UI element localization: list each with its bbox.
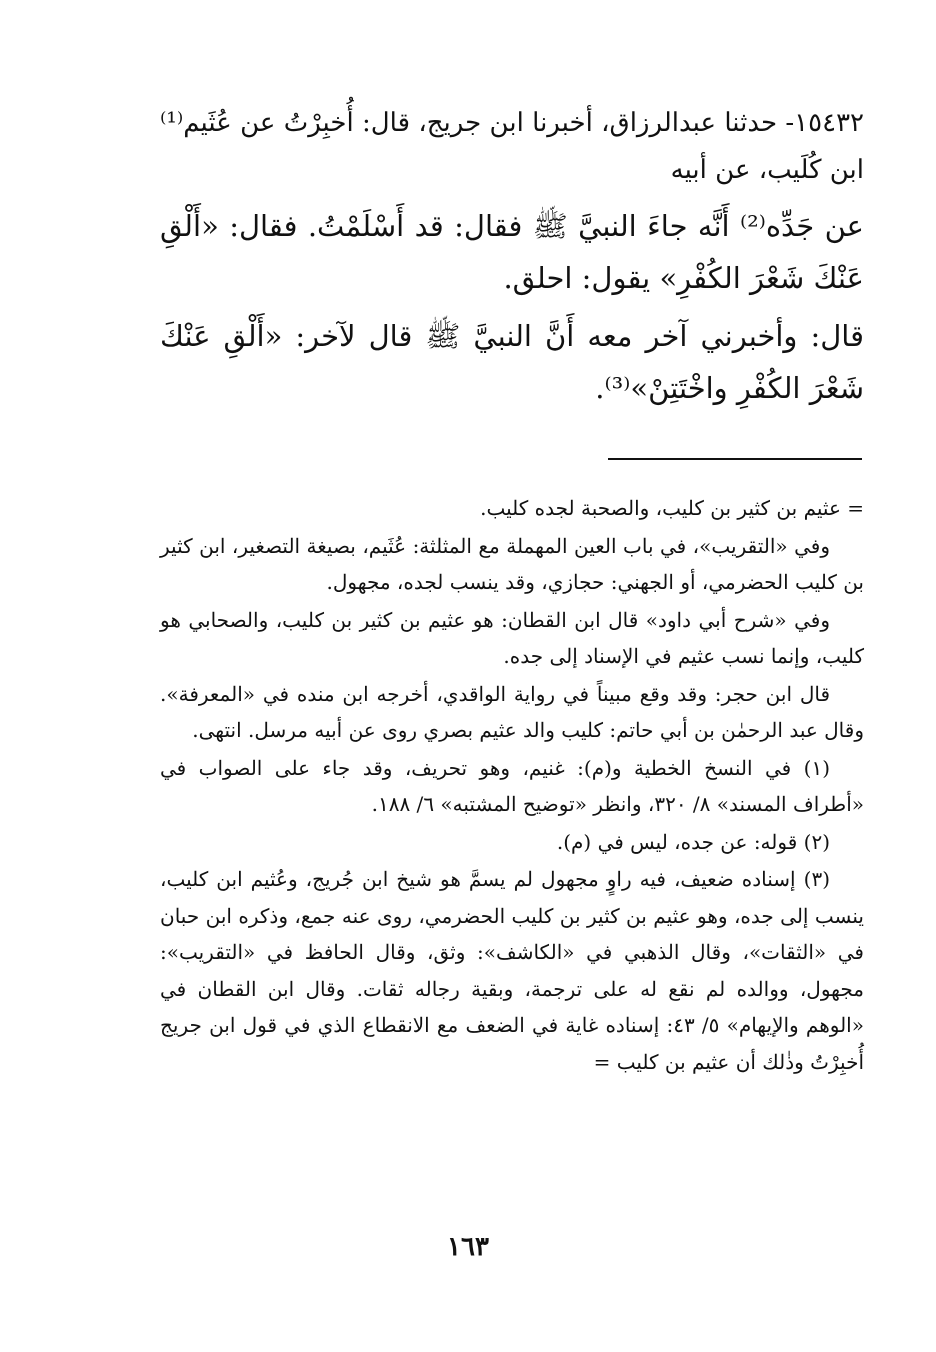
footnote-taqrib: وفي «التقريب»، في باب العين المهملة مع المثلثة: عُثَيم، بصيغة التصغير، ابن كثير بن كليب الحضرمي، أو الجهني: حجازي، وقد ينسب لجده، مجهول.	[160, 533, 864, 594]
footnote-ibn-hajar: قال ابن حجر: وقد وقع مبيناً في رواية الواقدي، أخرجه ابن منده في «المعرفة». وقال عبد الرحمٰن بن أبي حاتم: كليب والد عثيم بصري روى عن أبيه مرسل. انتهى.	[160, 681, 864, 742]
footnote-continuation: = عثيم بن كثير بن كليب، والصحبة لجده كليب.	[480, 496, 864, 520]
footnote-2: (٢) قوله: عن جده، ليس في (م).	[556, 829, 830, 854]
hadith-paragraph-1: ١٥٤٣٢- حدثنا عبدالرزاق، أخبرنا ابن جريج، قال: أُخبِرْتُ عن عُثَيم⁽¹⁾ ابن كُلَيب، عن أبيه	[160, 108, 864, 185]
footnote-3: (٣) إسناده ضعيف، فيه راوٍ مجهول لم يسمَّ هو شيخ ابن جُريج، وعُثيم ابن كليب، ينسب إلى جده، وهو عثيم بن كثير بن كليب الحضرمي، روى عنه جمع، وذكره ابن حبان في «الثقات»، وقال الذهبي في «الكاشف»: وثق، وقال الحافظ في «التقريب»: مجهول، ووالده لم نقع له على ترجمة، وبقية رجاله ثقات. وقال ابن القطان في «الوهم والإيهام» ٥/ ٤٣: إسناده غاية في الضعف مع الانقطاع الذي في قول ابن جريج أُخبِرْتُ وذٰلك أن عثيم بن كليب =	[160, 867, 864, 1074]
hadith-paragraph-2: عن جَدِّه⁽²⁾ أَنَّه جاءَ النبيَّ ﷺ فقال: قد أَسْلَمْتُ. فقال: «أَلْقِ عَنْكَ شَعْرَ الكُفْرِ» يقول: احلق.	[160, 209, 864, 295]
footnote-divider	[608, 458, 862, 460]
hadith-paragraph-3: قال: وأخبرني آخر معه أَنَّ النبيَّ ﷺ قال لآخر: «أَلْقِ عَنْكَ شَعْرَ الكُفْرِ واخْتَتِنْ»⁽³⁾.	[160, 319, 864, 405]
page-number: ١٦٣	[447, 1232, 489, 1262]
hadith-text	[160, 100, 864, 420]
footnotes	[160, 490, 864, 1081]
footnote-1: (١) في النسخ الخطية و(م): غنيم، وهو تحريف، وقد جاء على الصواب في «أطراف المسند» ٨/ ٣٢٠، وانظر «توضيح المشتبه» ٦/ ١٨٨.	[160, 755, 864, 816]
footnote-abu-dawud: وفي «شرح أبي داود» قال ابن القطان: هو عثيم بن كثير بن كليب، والصحابي هو كليب، وإنما نسب عثيم في الإسناد إلى جده.	[160, 607, 864, 668]
